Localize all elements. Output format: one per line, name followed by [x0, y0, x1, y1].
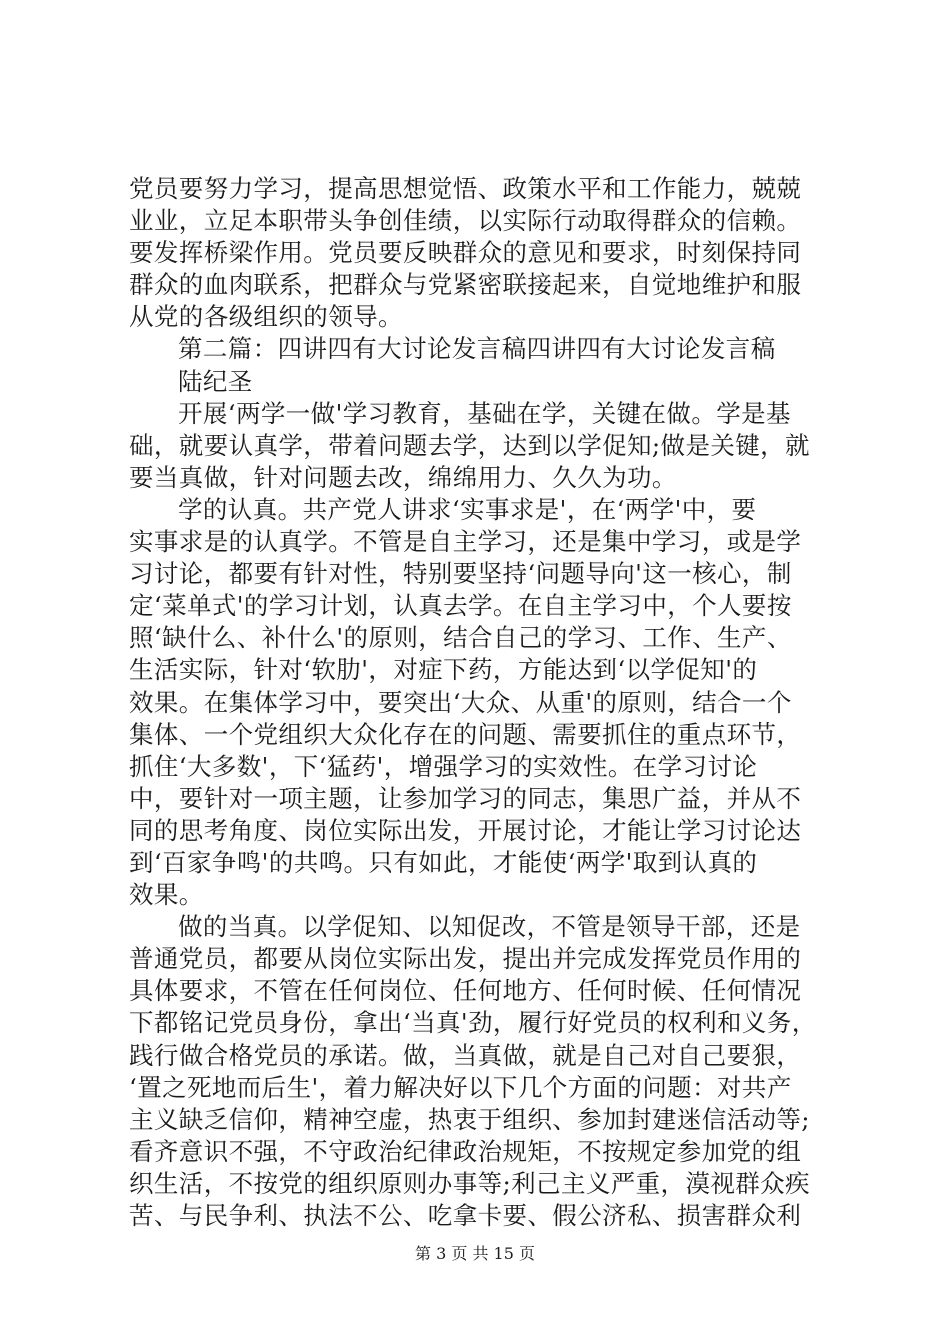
text-line: 要发挥桥梁作用。党员要反映群众的意见和要求，时刻保持同: [129, 238, 802, 268]
text-line: 同的思考角度、岗位实际出发，开展讨论，才能让学习讨论达: [129, 815, 802, 845]
text-line: 普通党员，都要从岗位实际出发，提出并完成发挥党员作用的: [129, 944, 802, 974]
text-line: 照‘缺什么、补什么'的原则，结合自己的学习、工作、生产、: [129, 623, 792, 653]
text-line: 集体、一个党组织大众化存在的问题、需要抓住的重点环节，: [129, 719, 802, 749]
text-line: 定‘菜单式'的学习计划，认真去学。在自主学习中，个人要按: [129, 591, 792, 621]
text-line: 效果。在集体学习中，要突出‘大众、从重'的原则，结合一个: [129, 687, 792, 717]
text-line: 践行做合格党员的承诺。做，当真做，就是自己对自己要狠，: [129, 1040, 802, 1070]
text-line: 抓住‘大多数'，下‘猛药'，增强学习的实效性。在学习讨论: [129, 751, 758, 781]
text-line: ‘置之死地而后生'，着力解决好以下几个方面的问题：对共产: [129, 1072, 792, 1102]
text-line: 效果。: [129, 880, 204, 910]
text-line: 看齐意识不强，不守政治纪律政治规矩，不按规定参加党的组: [129, 1136, 802, 1166]
text-line: 从党的各级组织的领导。: [129, 302, 403, 332]
text-line: 织生活，不按党的组织原则办事等;利己主义严重，漠视群众疾: [129, 1168, 810, 1198]
text-line: 要当真做，针对问题去改，绵绵用力、久久为功。: [129, 462, 677, 492]
text-line: 生活实际，针对‘软肋'，对症下药，方能达到‘以学促知'的: [129, 655, 758, 685]
text-line: 党员要努力学习，提高思想觉悟、政策水平和工作能力，兢兢: [129, 174, 802, 203]
text-line: 习讨论，都要有针对性，特别要坚持‘问题导向'这一核心，制: [129, 559, 792, 589]
text-line: 中，要针对一项主题，让参加学习的同志，集思广益，并从不: [129, 783, 802, 813]
text-line: 陆纪圣: [178, 366, 253, 396]
body-text: [129, 173, 829, 1232]
text-line: 业业，立足本职带头争创佳绩，以实际行动取得群众的信赖。: [129, 206, 802, 236]
text-line: 础，就要认真学，带着问题去学，达到以学促知;做是关键，就: [129, 430, 810, 460]
text-line: 做的当真。以学促知、以知促改，不管是领导干部，还是: [178, 912, 801, 942]
text-line: 主义缺乏信仰，精神空虚，热衷于组织、参加封建迷信活动等;: [129, 1104, 810, 1134]
text-line: 第二篇：四讲四有大讨论发言稿四讲四有大讨论发言稿: [178, 334, 776, 364]
text-line: 到‘百家争鸣'的共鸣。只有如此，才能使‘两学'取到认真的: [129, 847, 758, 877]
text-line: 开展‘两学一做'学习教育，基础在学，关键在做。学是基: [178, 398, 791, 428]
text-line: 学的认真。共产党人讲求‘实事求是'，在‘两学'中，要: [178, 494, 757, 524]
text-line: 苦、与民争利、执法不公、吃拿卡要、假公济私、损害群众利: [129, 1201, 802, 1230]
page-footer: 第 3 页 共 15 页: [415, 1244, 535, 1263]
text-line: 群众的血肉联系，把群众与党紧密联接起来，自觉地维护和服: [129, 270, 802, 300]
text-line: 下都铭记党员身份，拿出‘当真'劲，履行好党员的权利和义务，: [129, 1008, 817, 1038]
text-line: 实事求是的认真学。不管是自主学习，还是集中学习，或是学: [129, 527, 802, 557]
text-line: 具体要求，不管在任何岗位、任何地方、任何时候、任何情况: [129, 976, 802, 1006]
